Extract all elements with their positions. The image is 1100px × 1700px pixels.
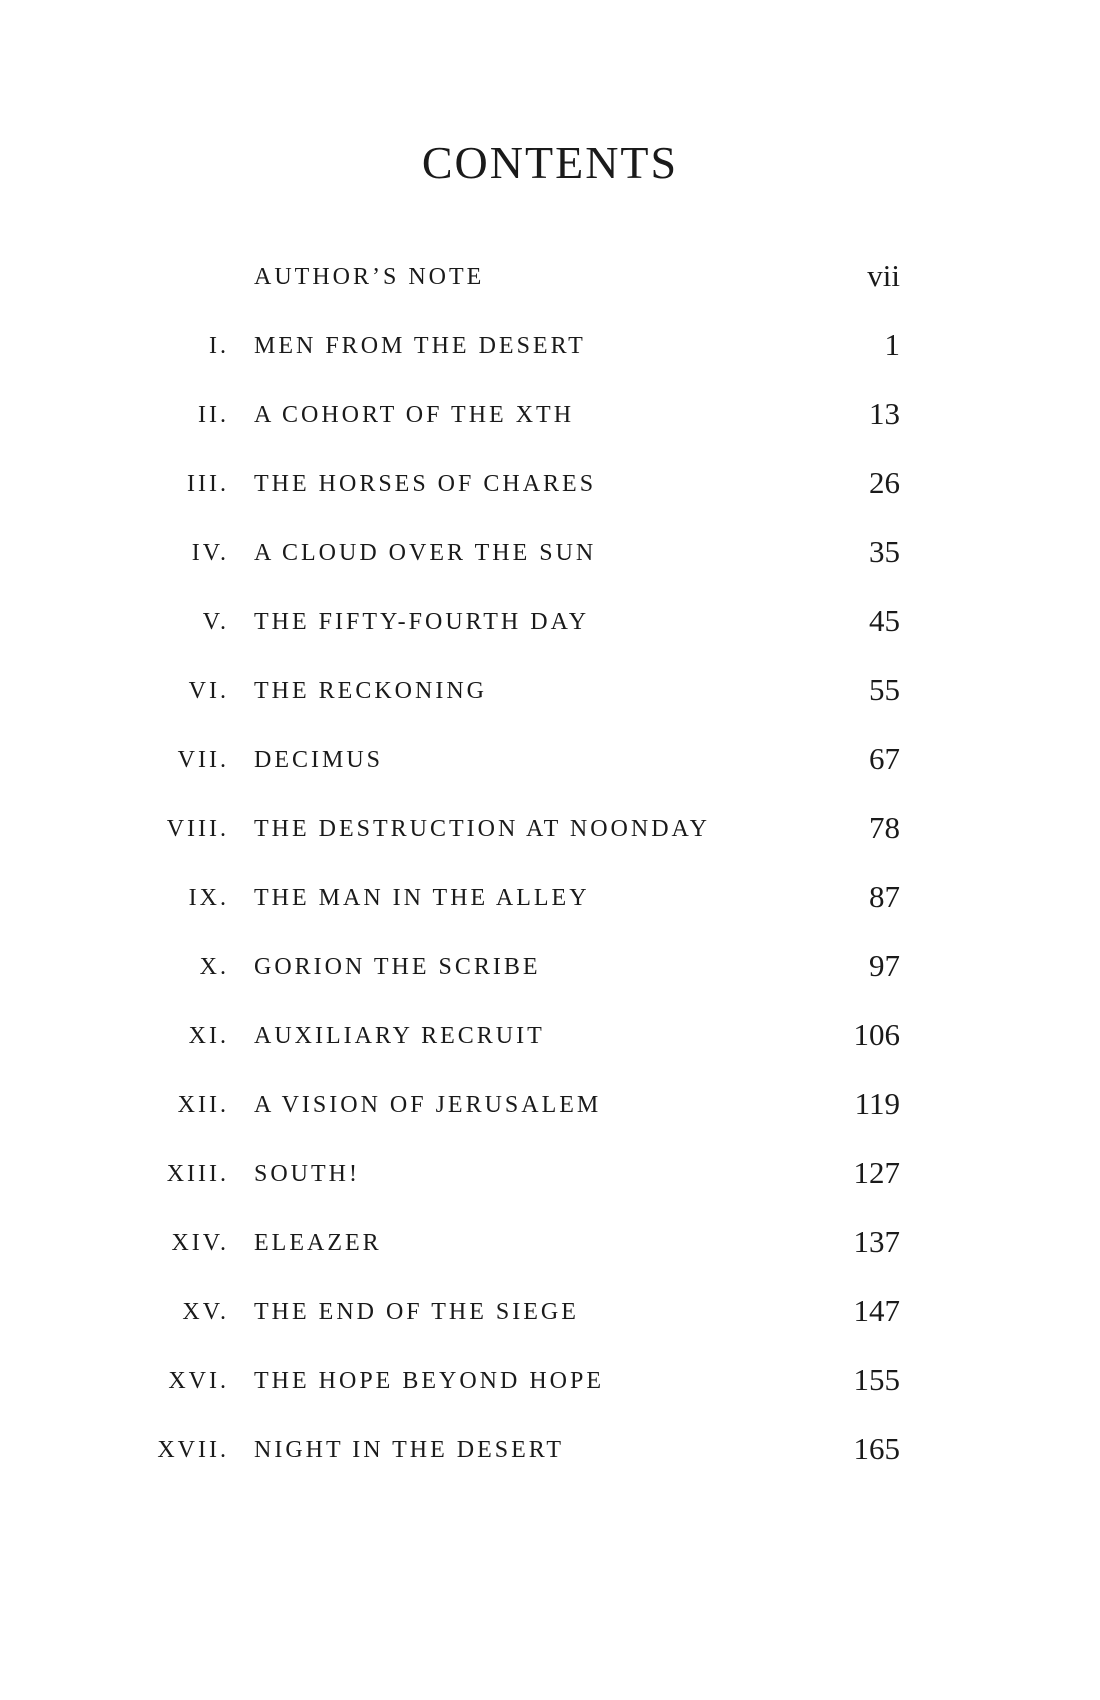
toc-entry <box>0 258 1100 298</box>
page-number: 97 <box>869 948 900 983</box>
page-number: 13 <box>869 396 900 431</box>
toc-entry <box>0 1086 1100 1126</box>
chapter-title: THE DESTRUCTION AT NOONDAY <box>254 816 711 842</box>
page-number: 78 <box>869 810 900 845</box>
page-number: 119 <box>854 1086 900 1121</box>
chapter-numeral: III. <box>187 471 229 497</box>
toc-entry <box>0 948 1100 988</box>
page-title: CONTENTS <box>421 137 679 188</box>
chapter-title: THE HORSES OF CHARES <box>254 471 597 497</box>
page-number: 1 <box>884 327 900 362</box>
chapter-numeral: VI. <box>188 678 229 704</box>
chapter-numeral: V. <box>202 609 229 635</box>
chapter-numeral: XVII. <box>157 1437 229 1463</box>
chapter-title: THE MAN IN THE ALLEY <box>254 885 590 911</box>
page-number: 35 <box>869 534 900 569</box>
toc-entry <box>0 396 1100 436</box>
toc-entry <box>0 534 1100 574</box>
page-number: 87 <box>869 879 900 914</box>
chapter-numeral: XV. <box>182 1299 229 1325</box>
toc-entry <box>0 672 1100 712</box>
chapter-title: A COHORT OF THE XTH <box>254 402 575 428</box>
toc-entry <box>0 1224 1100 1264</box>
page-number: 67 <box>869 741 900 776</box>
chapter-numeral: IV. <box>191 540 229 566</box>
page-number: 165 <box>853 1431 900 1466</box>
chapter-title: AUTHOR’S NOTE <box>254 264 485 290</box>
chapter-title: NIGHT IN THE DESERT <box>254 1437 564 1463</box>
page-number: 155 <box>853 1362 900 1397</box>
page-number: vii <box>867 258 900 293</box>
chapter-numeral: XVI. <box>168 1368 229 1394</box>
chapter-title: THE END OF THE SIEGE <box>254 1299 579 1325</box>
page-number: 45 <box>869 603 900 638</box>
chapter-numeral: VII. <box>177 747 229 773</box>
chapter-title: SOUTH! <box>254 1161 360 1187</box>
toc-entry <box>0 1293 1100 1333</box>
toc-entry <box>0 327 1100 367</box>
chapter-numeral: XI. <box>188 1023 229 1049</box>
toc-entry <box>0 1362 1100 1402</box>
chapter-numeral: IX. <box>188 885 229 911</box>
toc-entry <box>0 465 1100 505</box>
toc-entry <box>0 741 1100 781</box>
toc-entry <box>0 879 1100 919</box>
page-number: 127 <box>853 1155 900 1190</box>
chapter-numeral: II. <box>198 402 229 428</box>
page-number: 137 <box>853 1224 900 1259</box>
toc-entry <box>0 1431 1100 1471</box>
chapter-title: DECIMUS <box>254 747 384 773</box>
chapter-title: A VISION OF JERUSALEM <box>254 1092 602 1118</box>
page-number: 147 <box>853 1293 900 1328</box>
chapter-title: THE HOPE BEYOND HOPE <box>254 1368 604 1394</box>
chapter-title: AUXILIARY RECRUIT <box>254 1023 545 1049</box>
chapter-numeral: VIII. <box>166 816 229 842</box>
toc-entry <box>0 603 1100 643</box>
page-number: 106 <box>853 1017 900 1052</box>
chapter-title: THE RECKONING <box>254 678 487 704</box>
page-number: 55 <box>869 672 900 707</box>
page-number: 26 <box>869 465 900 500</box>
chapter-title: GORION THE SCRIBE <box>254 954 541 980</box>
toc-entry <box>0 1155 1100 1195</box>
toc-entry <box>0 810 1100 850</box>
chapter-numeral: X. <box>199 954 229 980</box>
chapter-numeral: XIII. <box>166 1161 229 1187</box>
chapter-numeral: I. <box>209 333 229 359</box>
chapter-title: MEN FROM THE DESERT <box>254 333 586 359</box>
chapter-numeral: XIV. <box>171 1230 229 1256</box>
toc-entry <box>0 1017 1100 1057</box>
chapter-title: A CLOUD OVER THE SUN <box>254 540 597 566</box>
chapter-numeral: XII. <box>177 1092 229 1118</box>
chapter-title: THE FIFTY-FOURTH DAY <box>254 609 590 635</box>
chapter-title: ELEAZER <box>254 1230 382 1256</box>
